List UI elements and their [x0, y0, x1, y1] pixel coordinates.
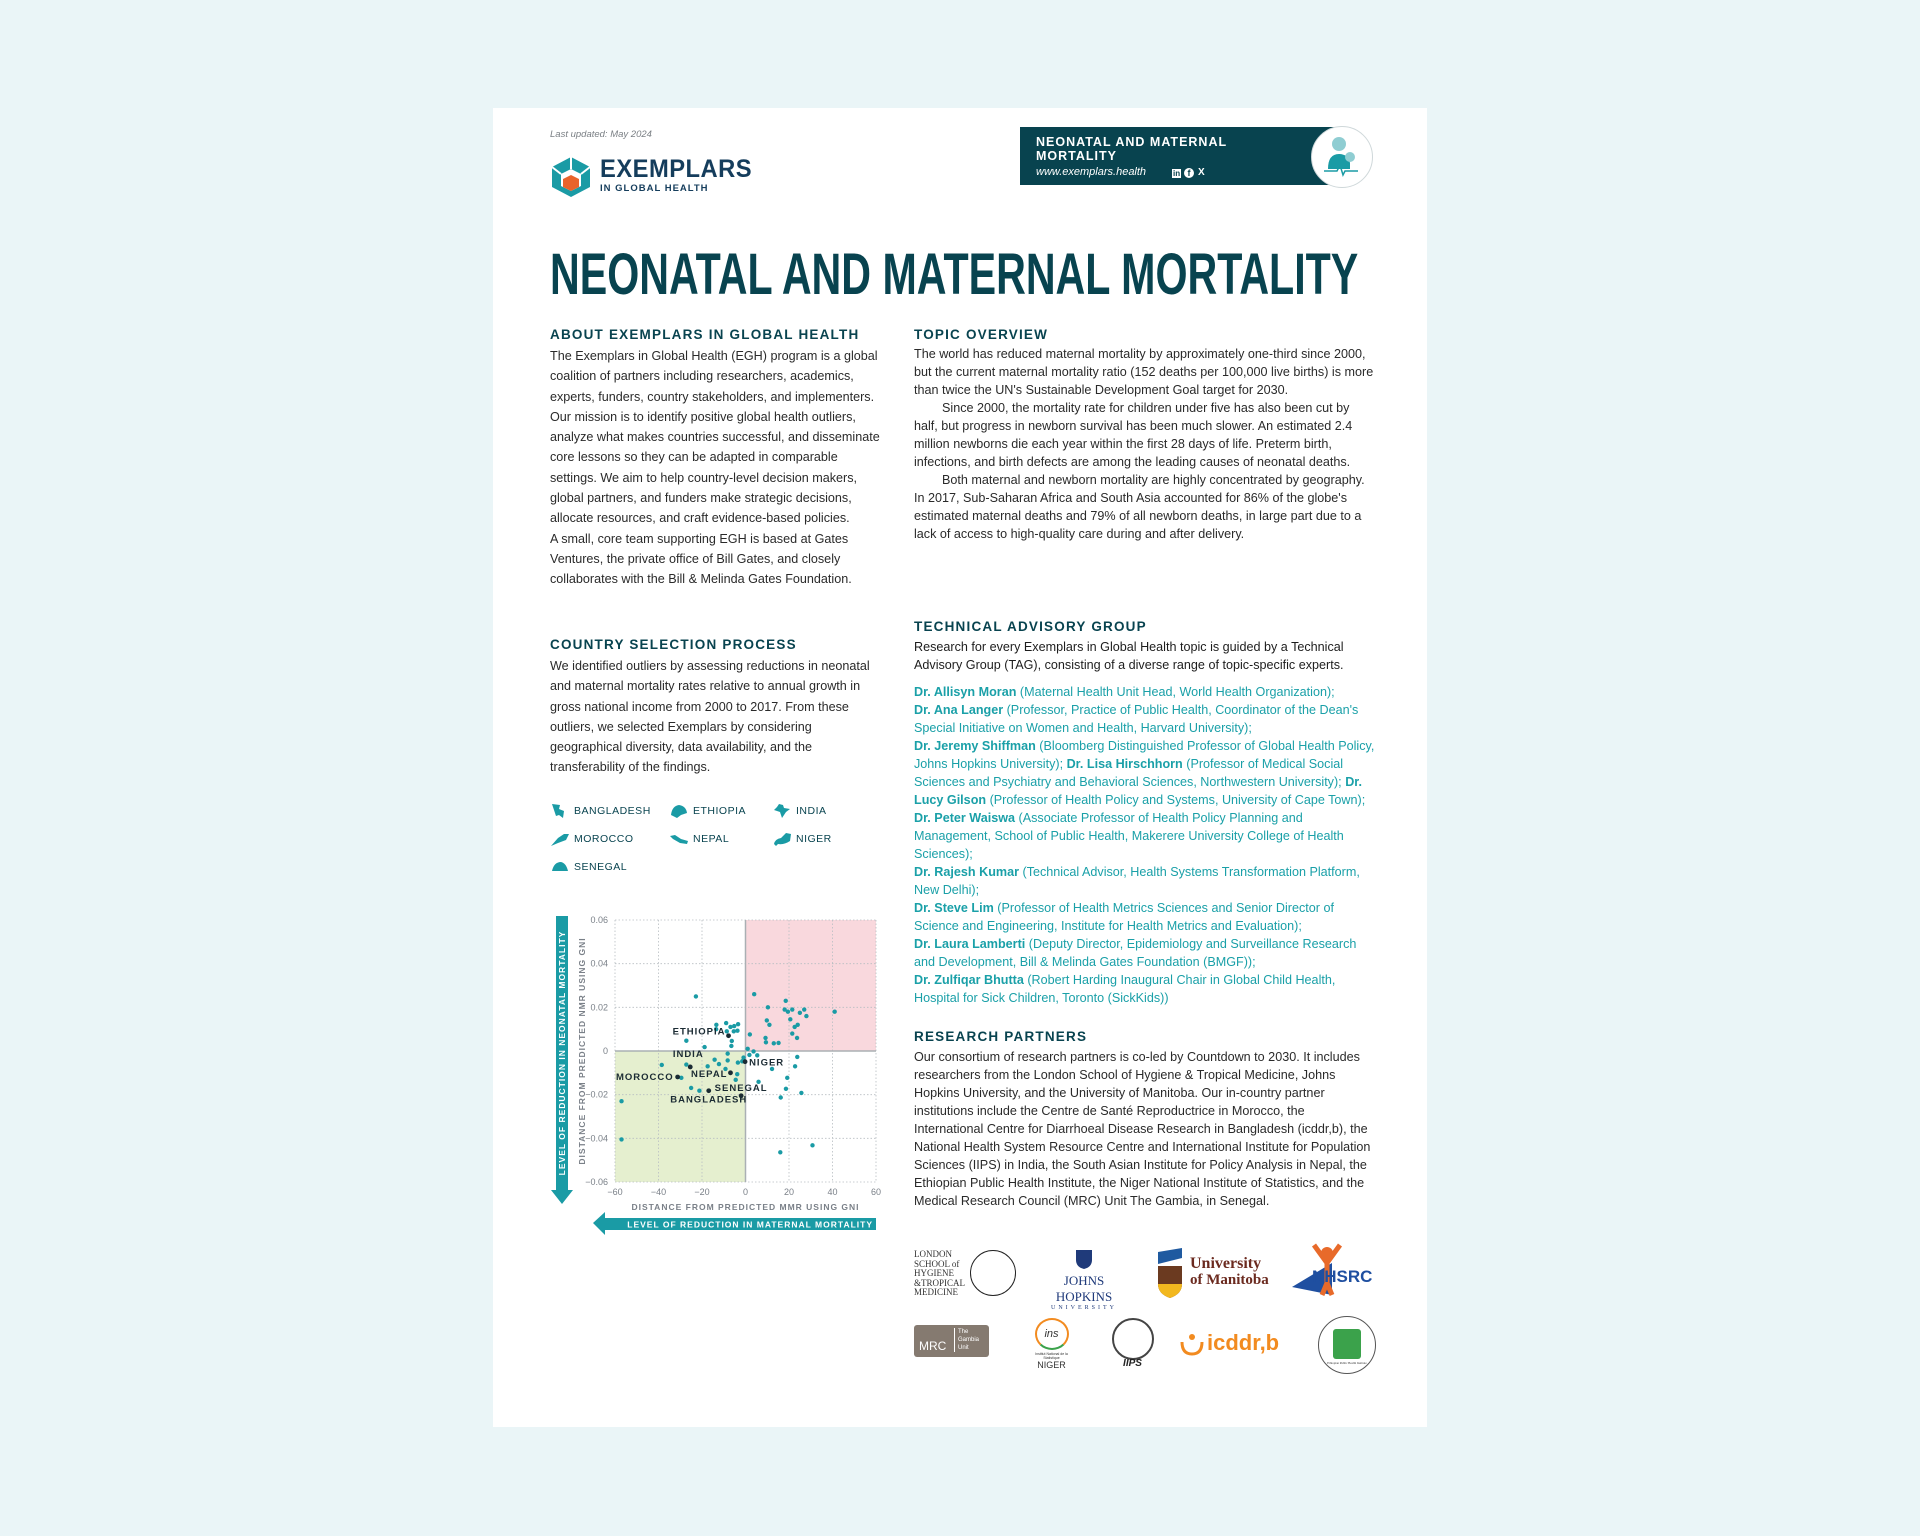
data-point	[728, 1025, 732, 1029]
data-point	[697, 1089, 701, 1093]
tag-intro: Research for every Exemplars in Global Health topic is guided by a Technical Advisory Group (TAG), consisting of a diverse range of topic-specific experts.	[914, 640, 1344, 672]
legend-niger	[772, 831, 832, 847]
icddrb-emblem-icon	[1179, 1332, 1205, 1356]
tag-member-role: (Professor, Practice of Public Health, Coordinator of the Dean's Special Initiative on Women and Health, Harvard University);	[914, 703, 1359, 735]
mrc-logo: MRC The Gambia Unit	[914, 1325, 989, 1357]
highlight-point-morocco	[675, 1075, 680, 1080]
page-title: NEONATAL AND MATERNAL MORTALITY	[550, 242, 1359, 307]
data-point	[747, 1053, 751, 1057]
data-point	[764, 1040, 768, 1044]
data-point	[689, 1086, 693, 1090]
country-label-morocco: MOROCCO	[615, 1071, 674, 1083]
india-map-icon	[772, 803, 792, 819]
data-point	[724, 1021, 728, 1025]
legend-label: ETHIOPIA	[693, 805, 747, 817]
x-tick-label: −40	[650, 1187, 667, 1197]
data-point	[763, 1036, 767, 1040]
tag-member-name: Dr. Allisyn Moran	[914, 685, 1017, 699]
data-point	[735, 1072, 739, 1076]
country-label-niger: NIGER	[749, 1057, 785, 1069]
tag-member-role: (Professor of Medical Social Sciences and Psychiatry and Behavioral Sciences, Northwestern University);	[914, 757, 1346, 789]
data-point	[799, 1091, 803, 1095]
tag-member-name: Dr. Rajesh Kumar	[914, 865, 1019, 879]
x-icon[interactable]: X	[1198, 167, 1205, 178]
tag-member-role: (Technical Advisor, Health Systems Transformation Platform, New Delhi);	[914, 865, 1360, 897]
tag-member-role: (Maternal Health Unit Head, World Health Organization);	[1016, 685, 1335, 699]
data-point	[751, 1049, 755, 1053]
ethiopia-map-icon	[669, 803, 689, 819]
lshtm-logo: LONDON SCHOOL of HYGIENE &TROPICAL MEDICINE	[914, 1248, 1016, 1298]
facebook-icon[interactable]: f	[1184, 168, 1194, 178]
data-point	[619, 1099, 623, 1103]
country-label-nepal: NEPAL	[690, 1068, 728, 1080]
ephi-emblem-icon	[1333, 1329, 1361, 1359]
legend-label: BANGLADESH	[574, 805, 651, 817]
country-label-india: INDIA	[672, 1048, 704, 1060]
data-point	[810, 1143, 814, 1147]
tag-member-name: Dr. Ana Langer	[914, 703, 1004, 717]
data-point	[684, 1062, 688, 1066]
data-point	[765, 1018, 769, 1022]
country-legend	[550, 803, 890, 893]
legend-label: NEPAL	[693, 833, 730, 845]
logo-wordmark: EXEMPLARS	[600, 155, 753, 183]
tag-member-role: (Professor of Health Metrics Sciences and Senior Director of Science and Engineering, Institute for Health Metrics and Evaluation);	[914, 901, 1334, 933]
last-updated: Last updated: May 2024	[550, 129, 652, 140]
data-point	[832, 1010, 836, 1014]
data-point	[784, 1087, 788, 1091]
partner-logos	[914, 1248, 1376, 1388]
data-point	[790, 1007, 794, 1011]
x-axis-title: DISTANCE FROM PREDICTED MMR USING GNI	[631, 1202, 860, 1212]
pink-quadrant	[746, 920, 877, 1051]
partners-section	[914, 1029, 1376, 1210]
highlight-point-niger	[743, 1059, 748, 1064]
data-point	[795, 1055, 799, 1059]
highlight-point-ethiopia	[726, 1033, 731, 1038]
legend-morocco	[550, 831, 634, 847]
tag-heading: TECHNICAL ADVISORY GROUP	[914, 619, 1147, 634]
partners-heading: RESEARCH PARTNERS	[914, 1029, 1088, 1044]
data-point	[772, 1041, 776, 1045]
tag-member-name: Dr. Laura Lamberti	[914, 937, 1026, 951]
about-body: The Exemplars in Global Health (EGH) program is a global coalition of partners including researchers, academics, experts, funders, country stakeholders, and implementers. Our mission is to identify positive global health outliers, analyze what makes countries successful, and disseminate core lessons so they can be adapted in comparable settings. We aim to help country-level decision makers, global partners, and funders make strategic decisions, allocate resources, and craft evidence-based policies.	[550, 349, 880, 526]
tag-member-list	[914, 683, 1376, 1007]
data-point	[788, 1017, 792, 1021]
tag-member-role: (Bloomberg Distinguished Professor of Global Health Policy, Johns Hopkins University);	[914, 739, 1375, 771]
legend-senegal	[550, 859, 627, 875]
tag-member-role: (Deputy Director, Epidemiology and Surveillance Research and Development, Bill & Melinda Gates Foundation (BMGF));	[914, 937, 1357, 969]
nhsrc-logo: NHSRC	[1292, 1243, 1374, 1299]
y-tick-label: −0.06	[585, 1177, 608, 1187]
data-point	[712, 1058, 716, 1062]
y-tick-label: 0.02	[590, 1002, 608, 1013]
data-point	[705, 1064, 709, 1068]
data-point	[745, 1047, 749, 1051]
tag-member-name: Dr. Lisa Hirschhorn	[1066, 757, 1183, 771]
website-link[interactable]: www.exemplars.health	[1036, 166, 1147, 178]
overview-paragraph: The world has reduced maternal mortality by approximately one-third since 2000, but the current maternal mortality ratio (152 deaths per 100,000 live births) is more than twice the UN's Sustainable Development Goal target for 2030.	[914, 347, 1374, 397]
legend-label: SENEGAL	[574, 861, 628, 873]
data-point	[735, 1028, 739, 1032]
topic-banner	[1020, 127, 1340, 185]
exemplars-logo[interactable]	[550, 155, 770, 199]
jhu-logo: JOHNS HOPKINS UNIVERSITY	[1034, 1248, 1134, 1311]
manitoba-logo: University of Manitoba	[1156, 1248, 1276, 1298]
manitoba-shield-icon	[1156, 1248, 1184, 1298]
data-point	[694, 994, 698, 998]
data-point	[725, 1058, 729, 1062]
data-point	[802, 1007, 806, 1011]
data-point	[734, 1078, 738, 1082]
partners-body: Our consortium of research partners is co-led by Countdown to 2030. It includes researchers from the London School of Hygiene & Tropical Medicine, Johns Hopkins University, and the University of Manitoba. Our in-country partner institutions include the Centre de Santé Reproductrice in Morocco, the International Centre for Diarrhoeal Disease Research in Bangladesh (icddr,b), the National Health System Resource Centre and International Institute for Population Sciences (IIPS) in India, the South Asian Institute for Policy Analysis in Nepal, the Ethiopian Public Health Institute, the Niger National Institute of Statistics, and the Medical Research Council (MRC) Unit The Gambia, in Senegal.	[914, 1050, 1371, 1208]
iips-logo: IIPS	[1110, 1318, 1155, 1369]
data-point	[798, 1011, 802, 1015]
tag-member-name: Dr. Steve Lim	[914, 901, 994, 915]
overview-section	[914, 327, 1376, 543]
data-point	[767, 1023, 771, 1027]
y-tick-label: −0.04	[585, 1133, 608, 1144]
data-point	[793, 1064, 797, 1068]
data-point	[778, 1150, 782, 1154]
data-point	[779, 1095, 783, 1099]
about-body-2: A small, core team supporting EGH is based at Gates Ventures, the private office of Bill Gates, and closely collaborates with the Bill & Melinda Gates Foundation.	[550, 531, 852, 587]
tag-member-role: (Professor of Health Policy and Systems, University of Cape Town);	[986, 793, 1366, 807]
selection-heading: COUNTRY SELECTION PROCESS	[550, 637, 797, 652]
data-point	[776, 1041, 780, 1045]
data-point	[619, 1137, 623, 1141]
mother-baby-icon	[1311, 126, 1373, 188]
data-point	[729, 1044, 733, 1048]
jhu-shield-icon	[1074, 1248, 1094, 1270]
highlight-point-bangladesh	[706, 1088, 711, 1093]
maternal-arrow-label: LEVEL OF REDUCTION IN MATERNAL MORTALITY	[627, 1219, 873, 1230]
tag-member-role: (Associate Professor of Health Policy Planning and Management, School of Public Health, Makerere University College of Health Sciences);	[914, 811, 1344, 861]
cube-logo-icon	[550, 155, 592, 199]
logo-subtitle: IN GLOBAL HEALTH	[600, 183, 709, 194]
selection-body: We identified outliers by assessing reductions in neonatal and maternal mortality rates relative to annual growth in gross national income from 2000 to 2017. From these outliers, we selected Exemplars by considering geographical diversity, data availability, and the transferability of the findings.	[550, 659, 870, 775]
data-point	[785, 1076, 789, 1080]
data-point	[786, 1010, 790, 1014]
data-point	[717, 1062, 721, 1066]
data-point	[766, 1005, 770, 1009]
data-point	[752, 992, 756, 996]
data-point	[684, 1039, 688, 1043]
overview-paragraph: Both maternal and newborn mortality are highly concentrated by geography. In 2017, Sub-Saharan Africa and South Asia accounted for 86% of the globe's estimated maternal deaths and 79% of all newborn deaths, in large part due to a lack of access to high-quality care during and after delivery.	[914, 473, 1365, 541]
morocco-map-icon	[550, 831, 570, 847]
data-point	[660, 1063, 664, 1067]
tag-section	[914, 619, 1376, 1007]
x-tick-label: −20	[694, 1187, 710, 1197]
ephi-logo: Ethiopian Public Health Institute	[1318, 1316, 1376, 1374]
data-point	[796, 1023, 800, 1027]
ins-niger-logo: ins Institut National de la Statistique NIGER	[1029, 1318, 1074, 1370]
document-page	[493, 108, 1427, 1427]
selection-section	[550, 637, 885, 778]
tag-member-name: Dr. Jeremy Shiffman	[914, 739, 1036, 753]
tag-member-name: Dr. Zulfiqar Bhutta	[914, 973, 1024, 987]
y-tick-label: 0.06	[590, 915, 608, 925]
neonatal-arrow-label: LEVEL OF REDUCTION IN NEONATAL MORTALITY	[557, 930, 567, 1176]
highlight-point-nepal	[728, 1070, 733, 1075]
iips-seal-icon	[1112, 1318, 1154, 1360]
data-point	[748, 1032, 752, 1036]
x-tick-label: 0	[742, 1187, 749, 1197]
x-tick-label: 60	[870, 1187, 882, 1197]
legend-nepal	[669, 831, 729, 847]
legend-label: MOROCCO	[574, 833, 634, 845]
tag-member-role: (Robert Harding Inaugural Chair in Global Child Health, Hospital for Sick Children, Toronto (SickKids))	[914, 973, 1336, 1005]
about-section	[550, 327, 885, 590]
lshtm-crest-icon	[970, 1250, 1016, 1296]
overview-heading: TOPIC OVERVIEW	[914, 327, 1049, 342]
legend-india	[772, 803, 827, 819]
data-point	[725, 1051, 729, 1055]
nepal-map-icon	[669, 831, 689, 847]
country-label-bangladesh: BANGLADESH	[670, 1094, 748, 1106]
about-heading: ABOUT EXEMPLARS IN GLOBAL HEALTH	[550, 327, 860, 342]
y-tick-label: 0	[602, 1046, 608, 1056]
overview-paragraph: Since 2000, the mortality rate for children under five has also been cut by half, but progress in newborn survival has been much slower. An estimated 2.4 million newborns die each year within the first 28 days of life. Preterm birth, infections, and birth defects are among the leading causes of neonatal deaths.	[914, 401, 1353, 469]
linkedin-icon[interactable]: in	[1173, 169, 1181, 178]
tag-member-name: Dr. Lucy Gilson	[914, 775, 1362, 807]
bangladesh-map-icon	[550, 803, 570, 819]
data-point	[804, 1014, 808, 1018]
y-axis-title: DISTANCE FROM PREDICTED NMR USING GNI	[577, 937, 587, 1165]
data-point	[736, 1022, 740, 1026]
niger-map-icon	[772, 831, 792, 847]
data-point	[732, 1024, 736, 1028]
x-tick-label: 20	[783, 1187, 795, 1197]
legend-bangladesh	[550, 803, 651, 819]
y-tick-label: 0.04	[590, 958, 608, 969]
country-label-ethiopia: ETHIOPIA	[672, 1026, 726, 1038]
data-point	[795, 1036, 799, 1040]
tag-member-name: Dr. Peter Waiswa	[914, 811, 1016, 825]
scatter-chart	[550, 898, 890, 1238]
x-tick-label: −60	[607, 1187, 623, 1197]
x-tick-label: 40	[827, 1187, 838, 1197]
legend-label: NIGER	[796, 833, 832, 845]
icddrb-logo: icddr,b	[1179, 1330, 1289, 1360]
banner-title: NEONATAL AND MATERNAL MORTALITY	[1036, 135, 1227, 163]
data-point	[730, 1039, 734, 1043]
data-point	[784, 999, 788, 1003]
data-point	[736, 1060, 740, 1064]
senegal-map-icon	[550, 859, 570, 875]
data-point	[790, 1031, 794, 1035]
legend-label: INDIA	[796, 805, 827, 817]
country-label-senegal: SENEGAL	[714, 1082, 768, 1094]
y-tick-label: −0.02	[585, 1089, 608, 1100]
legend-ethiopia	[669, 803, 746, 819]
data-point	[732, 1029, 736, 1033]
